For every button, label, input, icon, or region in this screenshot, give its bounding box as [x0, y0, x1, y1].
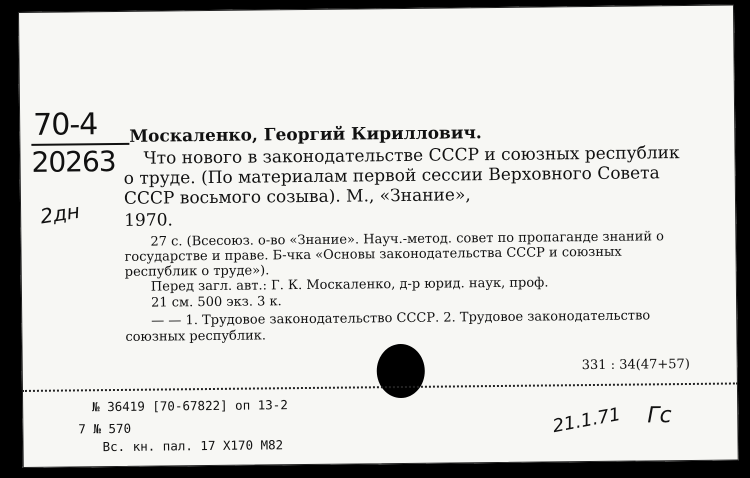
ink-blot [376, 344, 425, 398]
publication-year: 1970. [124, 210, 173, 231]
author-heading: Москаленко, Георгий Кириллович. [129, 123, 482, 147]
handwritten-note: 2дн [38, 198, 82, 229]
udc-classification: 331 : 34(47+57) [581, 356, 690, 374]
catalog-card [18, 5, 739, 468]
physical-description: 27 с. (Всесоюз. о-во «Знание». Науч.-метод. совет по пропаганде знаний о государстве и праве. Б-чка «Основы законодательства СССР и союзных республик о труде»). [124, 229, 665, 280]
handwritten-date: 21.1.71 [550, 403, 623, 438]
book-chamber-line: Вс. кн. пал. 17 Х170 М82 [102, 437, 284, 455]
subject-headings: — — 1. Трудовое законодательство СССР. 2. Трудовое законодательство союзных республик. [125, 308, 651, 345]
author-note: Перед загл. авт.: Г. К. Москаленко, д-р юрид. наук, проф. [150, 275, 549, 295]
handwritten-mark: Гс [647, 403, 672, 429]
registry-number: № 36419 [70-67822] оп 13-2 [92, 397, 288, 415]
title-statement: Что нового в законодательстве СССР и союзных республик о труде. (По материалам первой сессии Верховного Совета СССР восьмого созыва). М., «Знание», [123, 143, 680, 209]
call-number-bottom: 20263 [31, 144, 116, 179]
format-line: 21 см. 500 экз. 3 к. [150, 294, 282, 311]
call-number-top: 70-4 [33, 107, 98, 143]
card-body [123, 121, 695, 346]
order-number: 7 № 570 [78, 420, 132, 437]
